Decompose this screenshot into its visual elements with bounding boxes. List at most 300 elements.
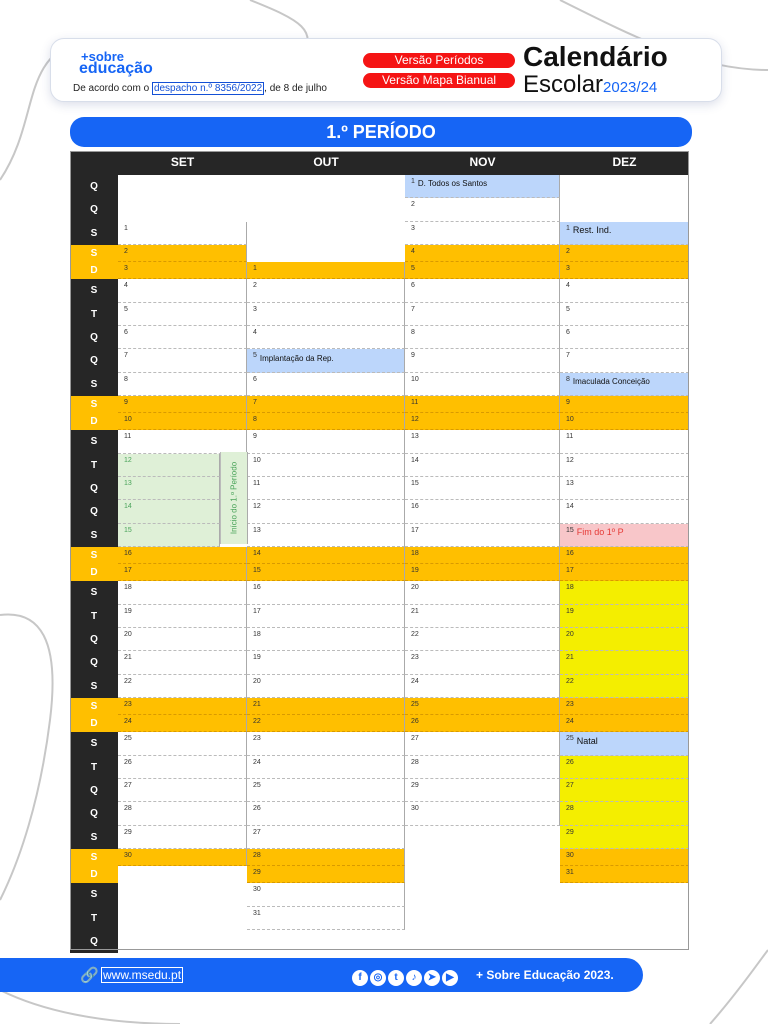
day-cell[interactable] (247, 454, 405, 477)
day-cell[interactable] (118, 715, 247, 732)
day-cell[interactable] (247, 756, 405, 779)
day-number: 29 (566, 828, 574, 836)
day-cell[interactable] (560, 581, 689, 604)
day-cell[interactable] (118, 373, 247, 396)
day-cell[interactable] (405, 373, 560, 396)
day-cell[interactable] (560, 866, 689, 883)
day-cell[interactable] (247, 826, 405, 849)
day-number: 19 (124, 607, 132, 615)
instagram-icon[interactable]: ◎ (370, 970, 386, 986)
weekday-letter: Q (70, 500, 118, 523)
day-cell[interactable] (405, 581, 560, 604)
title-school (523, 71, 657, 99)
facebook-icon[interactable]: f (352, 970, 368, 986)
day-number: 17 (124, 567, 132, 575)
day-cell[interactable] (118, 279, 247, 302)
weekday-letter: Q (70, 198, 118, 221)
day-cell[interactable] (560, 547, 689, 564)
day-cell[interactable] (405, 715, 560, 732)
day-cell[interactable] (405, 198, 560, 221)
day-number: 27 (253, 828, 261, 836)
day-number: 28 (124, 805, 132, 813)
holiday-label: Imaculada Conceição (572, 377, 650, 387)
day-number: 18 (253, 631, 261, 638)
day-cell[interactable] (247, 779, 405, 802)
day-cell[interactable] (247, 262, 405, 279)
day-number: 10 (253, 456, 261, 464)
day-number: 2 (566, 248, 570, 256)
day-cell[interactable] (247, 303, 405, 326)
day-number: 29 (124, 828, 132, 836)
day-cell[interactable] (405, 779, 560, 802)
day-cell[interactable] (405, 628, 560, 651)
day-cell[interactable] (118, 779, 247, 802)
version-periods-button[interactable]: Versão Períodos (363, 53, 515, 68)
link-icon: 🔗 (80, 967, 99, 984)
day-number: 28 (411, 758, 419, 766)
day-number: 14 (124, 503, 132, 511)
day-number: 15 (566, 526, 574, 534)
month-header-set: SET (118, 151, 247, 175)
weekday-letter: S (70, 849, 118, 866)
day-cell[interactable] (405, 279, 560, 302)
weekday-letter: D (70, 866, 118, 883)
day-number: 17 (566, 567, 574, 575)
day-cell[interactable] (118, 581, 247, 604)
day-cell[interactable] (118, 454, 220, 477)
day-number: 19 (566, 607, 574, 615)
day-cell[interactable] (560, 396, 689, 413)
day-cell[interactable] (247, 651, 405, 674)
day-cell[interactable] (405, 222, 560, 245)
day-cell[interactable] (405, 262, 560, 279)
weekday-letter: S (70, 826, 118, 849)
day-cell[interactable] (560, 326, 689, 349)
day-cell[interactable] (405, 732, 560, 755)
reference-prefix: De acordo com o (73, 83, 150, 94)
day-cell[interactable] (560, 349, 689, 372)
weekday-letter: S (70, 698, 118, 715)
day-number: 18 (124, 584, 132, 592)
day-cell[interactable] (405, 547, 560, 564)
weekday-letter: S (70, 396, 118, 413)
day-number: 17 (411, 526, 419, 534)
day-cell[interactable] (118, 413, 247, 430)
day-cell[interactable] (560, 222, 689, 245)
month-header-dez: DEZ (560, 151, 689, 175)
day-number: 2 (253, 282, 257, 290)
day-number: 15 (124, 526, 132, 534)
day-cell[interactable] (118, 547, 247, 564)
website-link[interactable]: www.msedu.pt (103, 968, 182, 982)
day-cell[interactable] (405, 802, 560, 825)
day-number: 16 (124, 550, 132, 558)
day-number: 28 (566, 805, 574, 813)
day-cell[interactable] (405, 651, 560, 674)
day-number: 3 (566, 265, 570, 273)
day-cell[interactable] (560, 524, 689, 547)
weekday-letter: Q (70, 779, 118, 802)
day-number: 14 (253, 550, 261, 558)
day-cell[interactable] (247, 581, 405, 604)
day-cell[interactable] (560, 779, 689, 802)
day-cell[interactable] (118, 262, 247, 279)
day-cell[interactable] (247, 605, 405, 628)
day-number: 14 (566, 503, 574, 511)
day-cell[interactable] (118, 349, 247, 372)
day-number: 8 (566, 375, 570, 383)
day-number: 23 (124, 701, 132, 709)
day-number: 12 (411, 416, 419, 424)
day-cell[interactable] (405, 303, 560, 326)
day-number: 27 (566, 782, 574, 789)
day-number: 13 (566, 480, 574, 487)
logo[interactable] (79, 51, 153, 75)
day-cell[interactable] (405, 175, 560, 198)
day-cell[interactable] (118, 326, 247, 349)
day-cell[interactable] (118, 802, 247, 825)
day-number: 21 (124, 654, 132, 662)
day-number: 9 (566, 399, 570, 407)
day-number: 7 (411, 305, 415, 313)
day-cell[interactable] (118, 245, 247, 262)
day-number: 3 (253, 305, 257, 313)
day-cell[interactable] (118, 477, 220, 500)
day-cell[interactable] (247, 628, 405, 651)
day-cell[interactable] (405, 477, 560, 500)
weekday-letter: Q (70, 477, 118, 500)
header-card (50, 38, 722, 102)
day-number: 23 (253, 735, 261, 743)
day-cell[interactable] (247, 698, 405, 715)
day-number: 22 (566, 677, 574, 685)
version-bianual-map-button[interactable]: Versão Mapa Bianual (363, 73, 515, 88)
title-school-word: Escolar (523, 71, 604, 98)
day-number: 22 (124, 677, 132, 685)
day-number: 26 (253, 805, 261, 813)
day-cell[interactable] (247, 564, 405, 581)
day-number: 1 (411, 178, 415, 185)
day-cell[interactable] (560, 430, 689, 453)
day-number: 17 (253, 607, 261, 615)
social-icons (352, 967, 460, 986)
day-cell[interactable] (560, 500, 689, 523)
day-number: 29 (411, 782, 419, 789)
weekday-letter: D (70, 262, 118, 279)
day-cell[interactable] (560, 826, 689, 849)
month-header-out: OUT (247, 151, 405, 175)
day-number: 24 (411, 677, 419, 685)
logo-line1: +sobre (81, 49, 124, 64)
day-number: 3 (124, 265, 128, 273)
day-number: 3 (411, 224, 415, 232)
footer (0, 958, 643, 992)
day-number: 4 (124, 282, 128, 290)
day-number: 13 (124, 480, 132, 487)
day-number: 6 (124, 329, 128, 336)
day-number: 22 (253, 718, 261, 726)
day-cell[interactable] (405, 500, 560, 523)
day-number: 5 (411, 265, 415, 273)
day-cell[interactable] (118, 605, 247, 628)
day-number: 9 (124, 399, 128, 407)
day-number: 16 (566, 550, 574, 558)
twitter-icon[interactable]: t (388, 970, 404, 986)
despacho-link[interactable]: despacho n.º 8356/2022 (153, 83, 263, 94)
day-cell[interactable] (405, 756, 560, 779)
day-number: 10 (566, 416, 574, 424)
footer-copyright: + Sobre Educação 2023. (476, 968, 614, 982)
day-cell[interactable] (247, 373, 405, 396)
day-number: 9 (253, 433, 257, 441)
day-cell[interactable] (118, 500, 220, 523)
day-cell[interactable] (560, 454, 689, 477)
day-number: 14 (411, 456, 419, 464)
day-number: 10 (124, 416, 132, 424)
day-cell[interactable] (405, 564, 560, 581)
day-number: 1 (124, 224, 128, 232)
day-cell[interactable] (247, 907, 405, 930)
day-cell[interactable] (405, 349, 560, 372)
day-number: 26 (124, 758, 132, 766)
day-cell[interactable] (560, 413, 689, 430)
day-number: 6 (411, 282, 415, 290)
weekday-letter: Q (70, 930, 118, 953)
day-cell[interactable] (405, 454, 560, 477)
tiktok-icon[interactable]: ♪ (406, 970, 422, 986)
day-number: 22 (411, 631, 419, 638)
day-number: 5 (124, 305, 128, 313)
day-cell[interactable] (247, 547, 405, 564)
weekday-letter: Q (70, 628, 118, 651)
day-cell[interactable] (405, 413, 560, 430)
day-number: 29 (253, 869, 261, 877)
period-start-text: Início do 1.º Período (229, 461, 239, 535)
day-number: 16 (253, 584, 261, 592)
day-number: 23 (411, 654, 419, 662)
day-number: 8 (411, 329, 415, 336)
day-cell[interactable] (247, 866, 405, 883)
weekday-letter: S (70, 245, 118, 262)
day-cell[interactable] (405, 524, 560, 547)
day-number: 27 (124, 782, 132, 789)
day-number: 24 (566, 718, 574, 726)
day-cell[interactable] (405, 430, 560, 453)
day-number: 21 (253, 701, 261, 709)
day-number: 13 (253, 526, 261, 534)
day-cell[interactable] (247, 675, 405, 698)
period-start-label (220, 452, 248, 544)
weekday-letter: Q (70, 326, 118, 349)
day-number: 31 (253, 909, 261, 917)
day-number: 23 (566, 701, 574, 709)
day-cell[interactable] (118, 628, 247, 651)
weekday-letter: T (70, 303, 118, 326)
day-cell[interactable] (560, 279, 689, 302)
day-number: 30 (253, 886, 261, 894)
logo-line2: educação (79, 60, 153, 77)
day-cell[interactable] (247, 715, 405, 732)
day-cell[interactable] (118, 222, 247, 245)
weekday-letter: S (70, 279, 118, 302)
day-number: 15 (253, 567, 261, 575)
day-cell[interactable] (247, 524, 405, 547)
day-cell[interactable] (247, 500, 405, 523)
day-cell[interactable] (247, 477, 405, 500)
day-cell[interactable] (560, 732, 689, 755)
holiday-label: D. Todos os Santos (417, 179, 488, 189)
weekday-letter: Q (70, 802, 118, 825)
weekday-letter: Q (70, 349, 118, 372)
day-cell[interactable] (560, 564, 689, 581)
day-number: 4 (566, 282, 570, 290)
period-banner: 1.º PERÍODO (70, 117, 692, 147)
day-cell[interactable] (560, 715, 689, 732)
day-cell[interactable] (560, 849, 689, 866)
day-cell[interactable] (560, 605, 689, 628)
day-cell[interactable] (247, 396, 405, 413)
day-cell[interactable] (405, 245, 560, 262)
day-cell[interactable] (405, 326, 560, 349)
day-cell[interactable] (405, 605, 560, 628)
day-cell[interactable] (247, 326, 405, 349)
weekday-letter: S (70, 547, 118, 564)
day-number: 24 (253, 758, 261, 766)
weekday-letter: T (70, 756, 118, 779)
weekday-letter: S (70, 732, 118, 755)
day-number: 30 (124, 852, 132, 860)
day-number: 6 (566, 329, 570, 336)
weekday-letter: S (70, 222, 118, 245)
day-cell[interactable] (560, 756, 689, 779)
holiday-label: Natal (576, 735, 598, 746)
calendar-grid (70, 151, 689, 950)
day-number: 19 (411, 567, 419, 575)
day-number: 12 (566, 456, 574, 464)
weekday-letter: Q (70, 651, 118, 674)
day-cell[interactable] (560, 245, 689, 262)
day-number: 1 (566, 224, 570, 232)
day-number: 24 (124, 718, 132, 726)
day-number: 18 (566, 584, 574, 592)
day-cell[interactable] (247, 430, 405, 453)
weekday-letter: S (70, 373, 118, 396)
day-number: 4 (253, 329, 257, 336)
weekday-letter: S (70, 524, 118, 547)
day-number: 11 (124, 433, 132, 441)
reference-text (73, 83, 327, 94)
day-number: 21 (566, 654, 574, 662)
telegram-icon[interactable]: ➤ (424, 970, 440, 986)
day-cell[interactable] (118, 651, 247, 674)
day-number: 20 (411, 584, 419, 592)
day-cell[interactable] (247, 732, 405, 755)
day-cell[interactable] (560, 373, 689, 396)
day-cell[interactable] (118, 732, 247, 755)
day-number: 30 (566, 852, 574, 860)
day-cell[interactable] (118, 396, 247, 413)
day-cell[interactable] (560, 628, 689, 651)
day-cell[interactable] (118, 564, 247, 581)
weekday-letter: T (70, 907, 118, 930)
day-number: 27 (411, 735, 419, 743)
youtube-icon[interactable]: ▶ (442, 970, 458, 986)
day-number: 7 (124, 352, 128, 360)
day-cell[interactable] (560, 477, 689, 500)
weekday-letter: D (70, 715, 118, 732)
day-cell[interactable] (118, 756, 247, 779)
day-number: 15 (411, 480, 419, 487)
day-cell[interactable] (118, 826, 247, 849)
day-cell[interactable] (560, 698, 689, 715)
holiday-label: Implantação da Rep. (259, 353, 334, 363)
day-number: 30 (411, 805, 419, 813)
day-number: 19 (253, 654, 261, 662)
holiday-label: Rest. Ind. (572, 225, 612, 236)
weekday-letter: S (70, 581, 118, 604)
day-cell[interactable] (560, 303, 689, 326)
day-cell[interactable] (247, 883, 405, 906)
day-cell[interactable] (405, 675, 560, 698)
day-cell[interactable] (118, 675, 247, 698)
day-cell[interactable] (560, 651, 689, 674)
day-cell[interactable] (118, 524, 220, 547)
day-cell[interactable] (247, 802, 405, 825)
day-number: 9 (411, 352, 415, 360)
day-cell[interactable] (247, 413, 405, 430)
day-cell[interactable] (118, 430, 247, 453)
day-cell[interactable] (560, 262, 689, 279)
day-number: 20 (253, 677, 261, 685)
day-cell[interactable] (118, 303, 247, 326)
day-cell[interactable] (118, 698, 247, 715)
weekday-letter: T (70, 454, 118, 477)
weekday-letter: D (70, 564, 118, 581)
day-number: 7 (253, 399, 257, 407)
day-number: 25 (124, 735, 132, 743)
day-number: 16 (411, 503, 419, 511)
day-cell[interactable] (405, 396, 560, 413)
day-cell[interactable] (560, 675, 689, 698)
reference-suffix: , de 8 de julho (264, 83, 327, 94)
day-cell[interactable] (247, 279, 405, 302)
day-number: 11 (411, 399, 419, 407)
day-number: 25 (253, 782, 261, 789)
day-cell[interactable] (247, 849, 405, 866)
day-cell[interactable] (118, 849, 247, 866)
holiday-label: Fim do 1º P (576, 527, 624, 538)
day-number: 20 (566, 631, 574, 638)
day-number: 5 (253, 352, 257, 360)
title-calendar: Calendário (523, 41, 668, 72)
weekday-letter: S (70, 430, 118, 453)
day-cell[interactable] (247, 349, 405, 372)
day-cell[interactable] (560, 802, 689, 825)
day-number: 13 (411, 433, 419, 441)
grid-corner (70, 151, 118, 175)
day-number: 7 (566, 352, 570, 360)
day-number: 26 (411, 718, 419, 726)
day-cell[interactable] (405, 698, 560, 715)
day-number: 25 (566, 735, 574, 743)
day-number: 11 (566, 433, 574, 441)
day-number: 8 (253, 416, 257, 424)
day-number: 2 (124, 248, 128, 256)
day-number: 11 (253, 480, 261, 487)
day-number: 18 (411, 550, 419, 558)
day-number: 4 (411, 248, 415, 256)
day-number: 21 (411, 607, 419, 615)
